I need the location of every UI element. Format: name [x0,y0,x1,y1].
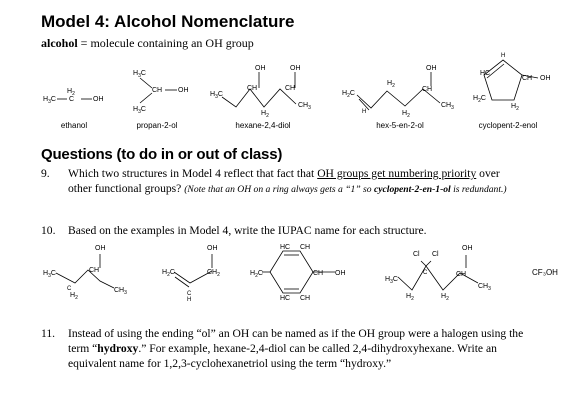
definition-term: alcohol [41,36,78,50]
svg-text:H2C: $H_2C$ [250,270,263,279]
q11-bold-term: hydroxy [97,342,139,355]
svg-text:CH: CH [89,267,100,274]
svg-text:CH: CH [300,295,311,302]
svg-text:CH3: $CH_3$ [478,283,491,292]
svg-text:CH: CH [285,85,296,92]
q9-text: other functional groups? [68,182,185,195]
svg-text:OH: OH [93,96,104,103]
svg-text:H2: $H_2$ [261,110,269,119]
structure-label-cyclopent-2-enol: cyclopent-2-enol [478,121,538,130]
svg-text:C: C [67,286,72,292]
svg-text:H2: $H_2$ [67,88,75,97]
svg-text:H2C: $H_2C$ [473,95,486,104]
svg-text:Cl: Cl [432,251,439,258]
svg-text:H2: $H_2$ [406,293,414,302]
svg-text:HC: HC [280,244,291,251]
svg-text:OH: OH [207,245,218,252]
svg-text:H2: $H_2$ [441,293,449,302]
svg-text:OH: OH [178,87,189,94]
svg-text:H2: $H_2$ [70,292,78,301]
q9-underlined-text: OH groups get numbering priority [317,167,477,180]
svg-text:C: C [423,270,428,276]
svg-text:CH: CH [422,86,433,93]
structure-label-hex-5-en-2-ol: hex-5-en-2-ol [376,121,424,130]
q10-text: Based on the examples in Model 4, write the IUPAC name for each structure. [68,224,427,237]
q9-text: Which two structures in Model 4 reflect that fact that [68,167,318,180]
svg-text:HC: HC [480,70,491,77]
svg-text:OH: OH [335,270,346,277]
svg-text:OH: OH [95,245,106,252]
question-number: 9. [41,167,50,180]
svg-text:H3C: $H_3C$ [43,270,56,279]
svg-text:CH3: $CH_3$ [441,102,454,111]
svg-text:Cl: Cl [413,251,420,258]
svg-text:H: H [187,297,192,303]
structure-label-propan-2-ol: propan-2-ol [136,121,178,130]
svg-text:H2C: $H_2C$ [162,269,175,278]
q11-text: Instead of using the ending “ol” an OH can be named as if the OH group were a halogen using the [68,327,524,340]
q10-structure-1 [56,254,114,288]
question-number: 11. [41,327,56,340]
svg-text:CH: CH [522,75,533,82]
svg-text:H2: $H_2$ [387,80,395,89]
svg-text:HC: HC [280,295,291,302]
svg-text:H: H [362,109,367,115]
svg-text:H3C: $H_3C$ [133,70,146,79]
svg-text:CH3: $CH_3$ [298,102,311,111]
svg-text:CH: CH [152,87,163,94]
svg-text:OH: OH [426,65,437,72]
svg-text:H2: $H_2$ [511,103,519,112]
svg-text:CH3: $CH_3$ [114,287,127,296]
structure-label-hexane-2,4-diol: hexane-2,4-diol [235,121,291,130]
svg-text:H3C: $H_3C$ [385,276,398,285]
svg-text:C: C [69,96,75,103]
svg-text:CH: CH [313,270,324,277]
svg-text:OH: OH [255,65,266,72]
svg-text:H2C: $H_2C$ [342,90,355,99]
page-title: Model 4: Alcohol Nomenclature [41,12,295,31]
structure-label-ethanol: ethanol [60,121,88,130]
q9-note: (Note that an OH on a ring always gets a “1” so cyclopent-2-en-1-ol is redundant.) [184,184,507,195]
q9-text: over [476,167,500,180]
formula-label: CF₃OH [532,268,558,277]
svg-text:H: H [501,53,506,59]
svg-text:H2: $H_2$ [402,110,410,119]
svg-text:CH: CH [247,85,258,92]
svg-text:OH: OH [290,65,301,72]
svg-text:CH: CH [456,271,467,278]
definition-text: = molecule containing an OH group [77,36,254,50]
svg-text:OH: OH [462,245,473,252]
svg-text:OH: OH [540,75,551,82]
q10-structure-3 [262,251,335,293]
svg-text:H3C: $H_3C$ [43,96,56,105]
svg-text:CH: CH [300,244,311,251]
svg-text:H3C: $H_3C$ [133,106,146,115]
q11-text: equivalent name for 1,2,3-cyclohexanetriol using the term “hydroxy.” [68,357,392,370]
svg-text:H3C: $H_3C$ [210,91,223,100]
svg-text:C: C [187,291,192,297]
svg-text:CH2: $CH_2$ [207,269,220,278]
question-number: 10. [41,224,56,237]
questions-heading: Questions (to do in or out of class) [41,146,283,163]
